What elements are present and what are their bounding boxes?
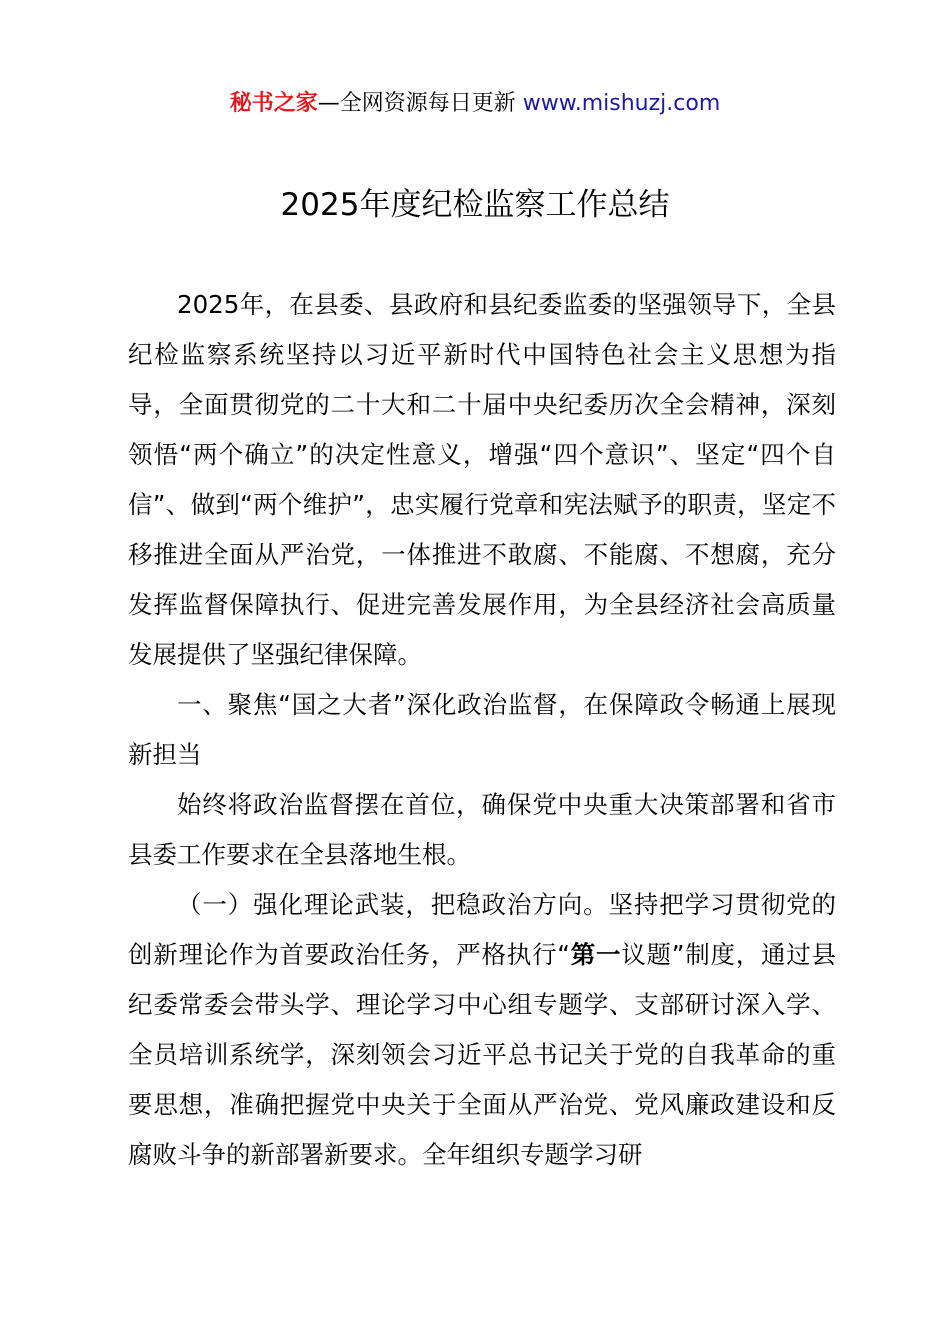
item-1-text-part1: （一）强化理论武装，把稳政治方向。坚持把学习贯彻党的创新理论作为首要政治任务，严格执行“ bbox=[128, 890, 836, 969]
section-1-lead-paragraph: 始终将政治监督摆在首位，确保党中央重大决策部署和省市县委工作要求在全县落地生根。 bbox=[128, 790, 836, 869]
site-url-link[interactable]: www.mishuzj.com bbox=[522, 91, 721, 116]
brand-name: 秘书之家 bbox=[229, 91, 318, 116]
section-1-heading: 一、聚焦“国之大者”深化政治监督，在保障政令畅通上展现新担当 bbox=[128, 690, 836, 769]
site-header bbox=[0, 88, 950, 120]
item-1-text-part2: 议题”制度，通过县纪委常委会带头学、理论学习中心组专题学、支部研讨深入学、全员培训系统学，深刻领会习近平总书记关于党的自我革命的重要思想，准确把握党中央关于全面从严治党、党风廉政建设和反腐败斗争的新部署新要求。全年组织专题学习研 bbox=[128, 940, 836, 1169]
intro-paragraph: 2025年，在县委、县政府和县纪委监委的坚强领导下，全县纪检监察系统坚持以习近平新时代中国特色社会主义思想为指导，全面贯彻党的二十大和二十届中央纪委历次全会精神，深刻领悟“两个确立”的决定性意义，增强“四个意识”、坚定“四个自信”、做到“两个维护”，忠实履行党章和宪法赋予的职责，坚定不移推进全面从严治党，一体推进不敢腐、不能腐、不想腐，充分发挥监督保障执行、促进完善发展作用，为全县经济社会高质量发展提供了坚强纪律保障。 bbox=[128, 290, 836, 669]
header-tagline: —全网资源每日更新 bbox=[317, 91, 523, 116]
item-1-bold-text: 第一 bbox=[570, 940, 622, 969]
document-body bbox=[128, 280, 836, 1180]
document-title: 2025年度纪检监察工作总结 bbox=[280, 187, 670, 223]
item-1-paragraph bbox=[128, 880, 836, 1180]
